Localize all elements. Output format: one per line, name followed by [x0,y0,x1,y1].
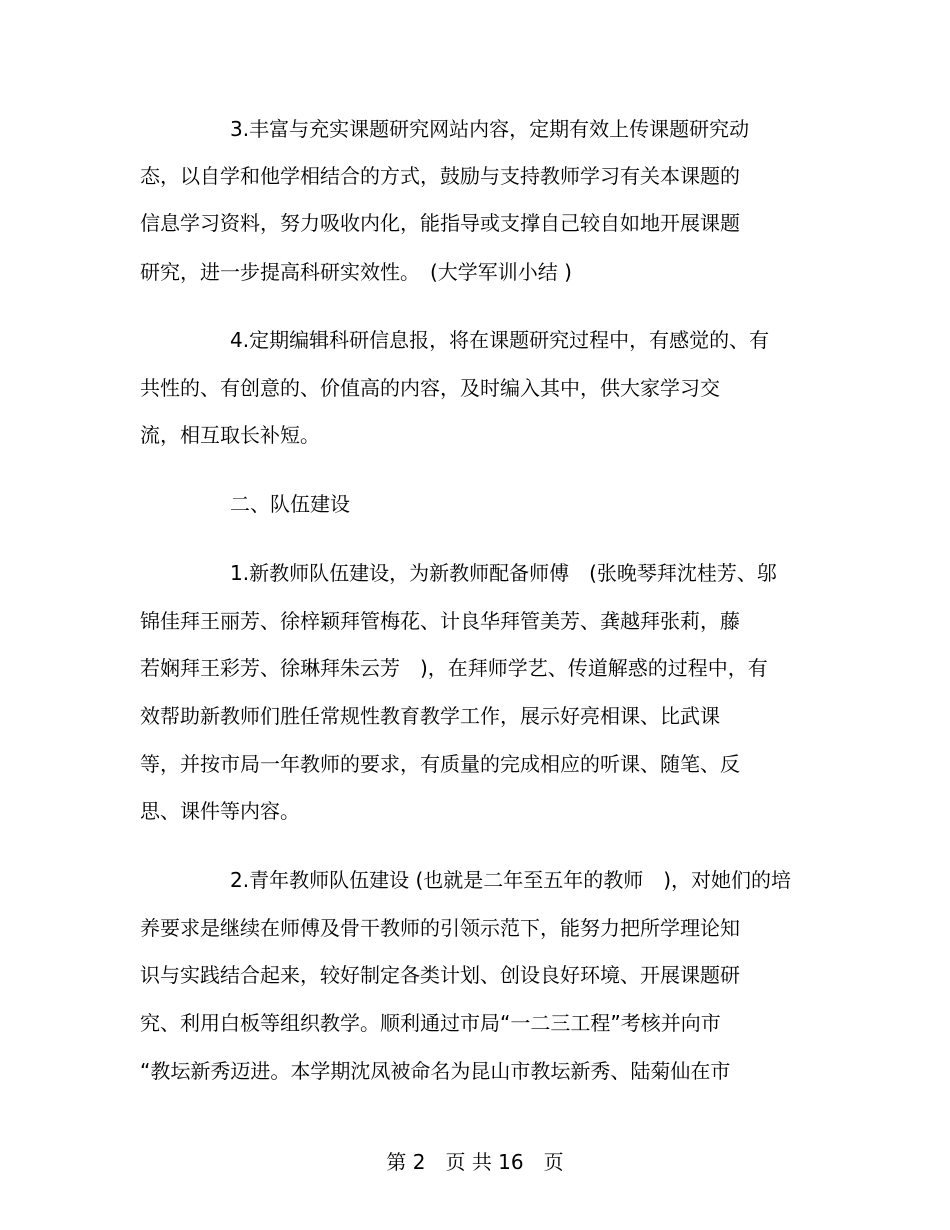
paragraph-line: 研究，进一步提高科研实效性。 (大学军训小结 ) [140,260,572,284]
paragraph-line: 2.青年教师队伍建设 (也就是二年至五年的教师 )，对她们的培 [230,868,792,892]
paragraph-line: 识与实践结合起来，较好制定各类计划、创设良好环境、开展课题研 [140,963,740,987]
paragraph-line: 等，并按市局一年教师的要求，有质量的完成相应的听课、随笔、反 [140,752,740,776]
paragraph-line: 流，相互取长补短。 [140,423,320,447]
paragraph-line: 信息学习资料，努力吸收内化，能指导或支撑自己较自如地开展课题 [140,211,740,235]
paragraph-line: 思、课件等内容。 [140,799,300,823]
paragraph-line: 若娴拜王彩芳、徐琳拜朱云芳 )，在拜师学艺、传道解惑的过程中，有 [140,656,768,680]
paragraph-line: 锦佳拜王丽芳、徐梓颖拜管梅花、计良华拜管美芳、龚越拜张莉，藤 [140,609,740,633]
page-number: 第 2 页 共 16 页 [386,1150,564,1174]
paragraph-line: 共性的、有创意的、价值高的内容，及时编入其中，供大家学习交 [140,376,720,400]
paragraph-line: 效帮助新教师们胜任常规性教育教学工作，展示好亮相课、比武课 [140,704,720,728]
paragraph-line: 1.新教师队伍建设，为新教师配备师傅 (张晚琴拜沈桂芳、邬 [230,561,777,585]
paragraph-line: 究、利用白板等组织教学。顺利通过市局“一二三工程”考核并向市 [140,1011,721,1035]
paragraph-line: 养要求是继续在师傅及骨干教师的引领示范下，能努力把所学理论知 [140,916,740,940]
paragraph-line: 4.定期编辑科研信息报，将在课题研究过程中，有感觉的、有 [230,328,770,352]
paragraph-line: 态，以自学和他学相结合的方式，鼓励与支持教师学习有关本课题的 [140,164,740,188]
paragraph-line: “教坛新秀迈进。本学期沈凤被命名为昆山市教坛新秀、陆菊仙在市 [140,1059,731,1083]
section-heading: 二、队伍建设 [230,492,350,516]
paragraph-line: 3.丰富与充实课题研究网站内容，定期有效上传课题研究动 [230,117,750,141]
